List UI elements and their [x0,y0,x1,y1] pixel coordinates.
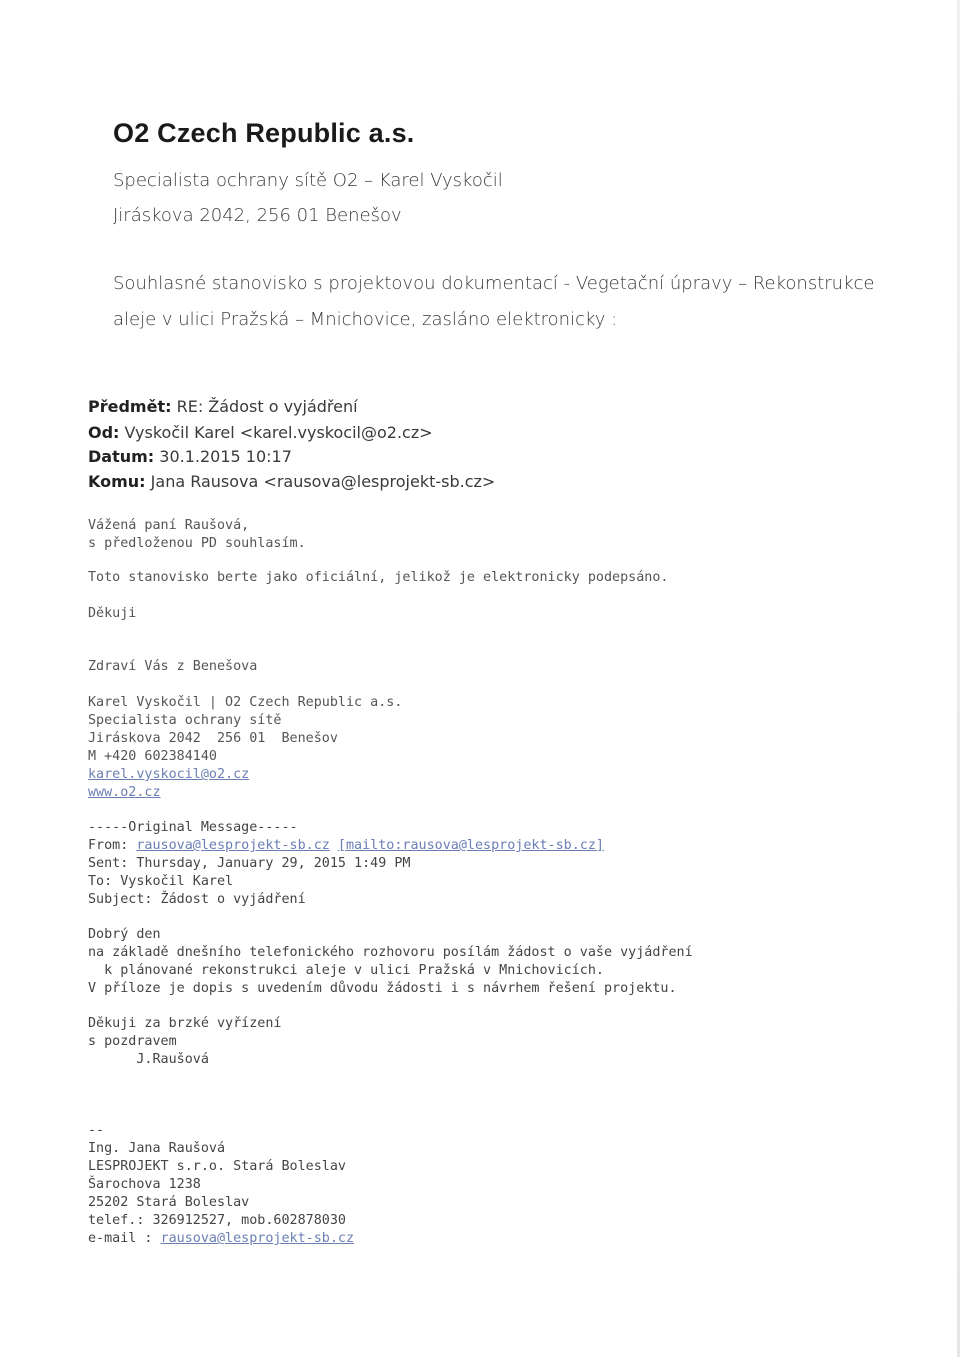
original-thanks: Děkuji za brzké vyřízení [88,1016,282,1031]
lesprojekt-email-link[interactable]: rausova@lesprojekt-sb.cz [160,1231,355,1246]
reply-closing: Zdraví Vás z Benešova [88,659,258,674]
lesprojekt-email-row [88,1230,354,1248]
email-date-row [88,447,292,466]
komu-label: Komu: [88,472,146,491]
original-regards: s pozdravem [88,1034,177,1049]
predmet-label: Předmět: [88,397,172,416]
lesprojekt-signature-line-5: telef.: 326912527, mob.602878030 [88,1213,346,1228]
original-from-label: From: [88,838,137,853]
od-value: Vyskočil Karel <karel.vyskocil@o2.cz> [119,423,433,442]
company-title: O2 Czech Republic a.s. [113,118,415,148]
original-body-4: V příloze je dopis s uvedením důvodu žádosti i s návrhem řešení projektu. [88,981,677,996]
original-message-header: -----Original Message----- [88,820,298,835]
lesprojekt-signature-line-2: LESPROJEKT s.r.o. Stará Boleslav [88,1159,346,1174]
lesprojekt-signature-line-4: 25202 Stará Boleslav [88,1195,250,1210]
lesprojekt-signature-line-3: Šarochova 1238 [88,1177,201,1192]
o2-web-link-row [88,784,161,802]
original-body-3: k plánované rekonstrukci aleje v ulici Pražská v Mnichovicích. [88,963,604,978]
sender-role: Specialista ochrany sítě O2 – Karel Vyskočil [113,170,503,191]
original-to: To: Vyskočil Karel [88,874,234,889]
o2-web-link[interactable]: www.o2.cz [88,785,161,800]
sender-address: Jiráskova 2042, 256 01 Benešov [113,205,402,226]
o2-signature-line-4: M +420 602384140 [88,749,217,764]
document-subject-line-1: Souhlasné stanovisko s projektovou dokumentací - Vegetační úpravy – Rekonstrukce [113,273,875,294]
original-body-2: na základě dnešního telefonického rozhovoru posílám žádost o vaše vyjádření [88,945,693,960]
lesprojekt-signature-line-1: Ing. Jana Raušová [88,1141,226,1156]
reply-greeting: Vážená paní Raušová, [88,518,250,533]
od-label: Od: [88,423,120,442]
o2-signature-line-1: Karel Vyskočil | O2 Czech Republic a.s. [88,695,403,710]
datum-label: Datum: [88,447,155,466]
lesprojekt-email-label: e-mail : [88,1231,161,1246]
reply-line-1: s předloženou PD souhlasím. [88,536,306,551]
reply-thanks: Děkuji [88,606,137,621]
original-body-1: Dobrý den [88,927,161,942]
email-subject-row [88,397,358,416]
original-subject: Subject: Žádost o vyjádření [88,892,306,907]
o2-email-link[interactable]: karel.vyskocil@o2.cz [88,767,250,782]
email-to-row [88,472,495,491]
predmet-value: RE: Žádost o vyjádření [171,397,358,416]
o2-signature-line-2: Specialista ochrany sítě [88,713,282,728]
email-from-row [88,423,433,442]
komu-value: Jana Rausova <rausova@lesprojekt-sb.cz> [145,472,496,491]
o2-signature-line-3: Jiráskova 2042 256 01 Benešov [88,731,338,746]
original-from-email[interactable]: rausova@lesprojekt-sb.cz [136,838,330,853]
reply-line-2: Toto stanovisko berte jako oficiální, jelikož je elektronicky podepsáno. [88,570,669,585]
original-sign: J.Raušová [88,1052,209,1067]
original-sent: Sent: Thursday, January 29, 2015 1:49 PM [88,856,411,871]
o2-email-link-row [88,766,249,784]
original-from-row [88,837,604,855]
signature-separator: -- [88,1123,105,1138]
datum-value: 30.1.2015 10:17 [154,447,292,466]
document-subject-line-2: aleje v ulici Pražská – Mnichovice, zasláno elektronicky : [113,309,618,330]
original-mailto-link[interactable]: [mailto:rausova@lesprojekt-sb.cz] [337,838,604,853]
